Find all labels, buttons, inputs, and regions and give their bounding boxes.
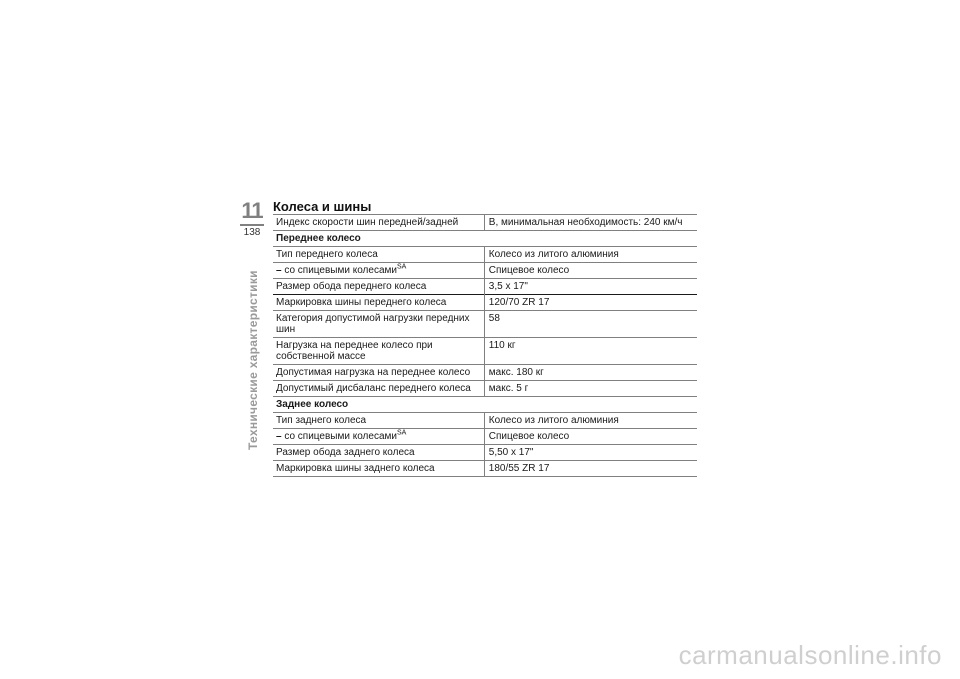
- row-value: макс. 5 г: [484, 381, 697, 397]
- row-value: Колесо из литого алюминия: [484, 247, 697, 263]
- row-label: Маркировка шины заднего колеса: [273, 461, 484, 477]
- row-value: 110 кг: [484, 338, 697, 365]
- row-label: Допустимая нагрузка на переднее колесо: [273, 365, 484, 381]
- row-label: Размер обода заднего колеса: [273, 445, 484, 461]
- row-label: Индекс скорости шин передней/задней: [273, 215, 484, 231]
- row-label-text: со спицевыми колесами: [284, 431, 397, 442]
- table-row: [273, 279, 697, 295]
- specs-table: [273, 214, 697, 477]
- rear-wheel-heading: Заднее колесо: [273, 397, 697, 413]
- row-label: Маркировка шины переднего колеса: [273, 295, 484, 311]
- section-title: Колеса и шины: [273, 199, 372, 214]
- sa-superscript: SA: [396, 263, 407, 271]
- row-value: Спицевое колесо: [484, 263, 697, 279]
- front-wheel-heading: Переднее колесо: [273, 231, 697, 247]
- chapter-number: 11: [241, 198, 263, 223]
- row-label-option: [273, 263, 484, 279]
- row-value: 5,50 x 17": [484, 445, 697, 461]
- row-value: 3,5 x 17": [484, 279, 697, 295]
- row-value: 58: [484, 311, 697, 338]
- table-row: [273, 295, 697, 311]
- table-row: [273, 311, 697, 338]
- row-label: Нагрузка на переднее колесо при собственной массе: [273, 338, 484, 365]
- row-label-text: со спицевыми колесами: [284, 265, 397, 276]
- table-row: [273, 247, 697, 263]
- row-label: Категория допустимой нагрузки передних шин: [273, 311, 484, 338]
- dash-mark: –: [276, 265, 282, 276]
- row-value: 120/70 ZR 17: [484, 295, 697, 311]
- table-row: [273, 413, 697, 429]
- table-row: [273, 215, 697, 231]
- row-value: Колесо из литого алюминия: [484, 413, 697, 429]
- row-value: В, минимальная необходимость: 240 км/ч: [484, 215, 697, 231]
- row-label: Допустимый дисбаланс переднего колеса: [273, 381, 484, 397]
- row-label: Тип заднего колеса: [273, 413, 484, 429]
- row-value: Спицевое колесо: [484, 429, 697, 445]
- table-row: [273, 381, 697, 397]
- row-label-option: [273, 429, 484, 445]
- row-value: 180/55 ZR 17: [484, 461, 697, 477]
- page-number: 138: [243, 227, 261, 238]
- row-label: Размер обода переднего колеса: [273, 279, 484, 295]
- table-row: [273, 461, 697, 477]
- rear-wheel-heading-row: [273, 397, 697, 413]
- chapter-side-title: Технические характеристики: [246, 270, 260, 450]
- chapter-divider: [240, 224, 264, 226]
- row-label: Тип переднего колеса: [273, 247, 484, 263]
- row-value: макс. 180 кг: [484, 365, 697, 381]
- front-wheel-heading-row: [273, 231, 697, 247]
- dash-mark: –: [276, 431, 282, 442]
- table-row: [273, 338, 697, 365]
- table-row: [273, 429, 697, 445]
- table-row: [273, 445, 697, 461]
- watermark: carmanualsonline.info: [678, 640, 942, 670]
- table-row: [273, 263, 697, 279]
- table-row: [273, 365, 697, 381]
- sa-superscript: SA: [396, 429, 407, 437]
